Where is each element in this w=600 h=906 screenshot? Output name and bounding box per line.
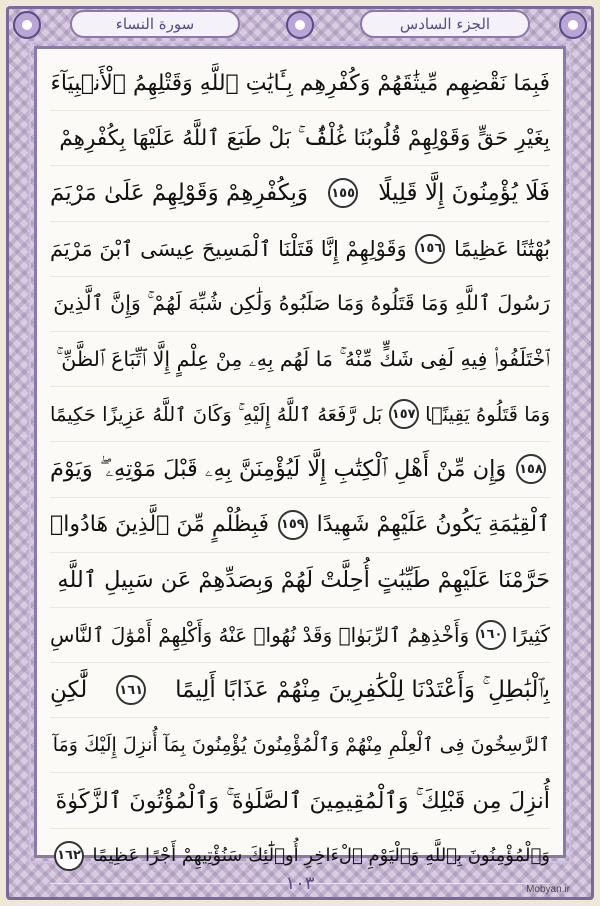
- watermark: Mobyan.ir: [526, 884, 570, 895]
- ayah-number-marker: ١٥٧: [389, 399, 419, 429]
- text-line: فَلَا يُؤْمِنُونَ إِلَّا قَلِيلًا ١٥٥ وَبِكُفْرِهِمْ وَقَوْلِهِمْ عَلَىٰ مَرْيَمَ: [50, 166, 550, 221]
- text-line: حَرَّمْنَا عَلَيْهِمْ طَيِّبَٰتٍ أُحِلَّتْ لَهُمْ وَبِصَدِّهِمْ عَن سَبِيلِ ٱللَّهِ: [50, 553, 550, 608]
- ayah-number-marker: ١٥٨: [516, 454, 546, 484]
- ayah-number-marker: ١٥٥: [328, 178, 358, 208]
- surah-name: سورة النساء: [70, 10, 240, 38]
- juz-name: الجزء السادس: [360, 10, 530, 38]
- page-number: ١٠٣: [285, 873, 315, 894]
- text-line: وَمَا قَتَلُوهُ يَقِينًۢا ١٥٧ بَل رَّفَعَهُ ٱللَّهُ إِلَيْهِ ۚ وَكَانَ ٱللَّهُ عَزِيزًا حَكِيمًا: [50, 387, 550, 442]
- ayah-number-marker: ١٦٠: [476, 620, 506, 650]
- text-line: بُهْتَٰنًا عَظِيمًا ١٥٦ وَقَوْلِهِمْ إِنَّا قَتَلْنَا ٱلْمَسِيحَ عِيسَى ٱبْنَ مَرْيَمَ: [50, 222, 550, 277]
- ayah-number-marker: ١٥٦: [415, 234, 445, 264]
- text-line: رَسُولَ ٱللَّهِ وَمَا قَتَلُوهُ وَمَا صَلَبُوهُ وَلَٰكِن شُبِّهَ لَهُمْ ۚ وَإِنَّ ٱلَّذِينَ: [50, 277, 550, 332]
- text-line: وَٱلْمُؤْمِنُونَ بِٱللَّهِ وَٱلْيَوْمِ ٱلْءَاخِرِ أُو۟لَٰٓئِكَ سَنُؤْتِيهِمْ أَجْرًا عَظِيمًا ١٦٢: [50, 829, 550, 884]
- corner-ornament-icon: [283, 8, 317, 42]
- text-line: كَثِيرًا ١٦٠ وَأَخْذِهِمُ ٱلرِّبَوٰا۟ وَقَدْ نُهُوا۟ عَنْهُ وَأَكْلِهِمْ أَمْوَٰلَ ٱلنَّاسِ: [50, 608, 550, 663]
- ayah-number-marker: ١٥٩: [278, 510, 308, 540]
- text-line: بِغَيْرِ حَقٍّ وَقَوْلِهِمْ قُلُوبُنَا غُلْفٌۢ ۚ بَلْ طَبَعَ ٱللَّهُ عَلَيْهَا بِكُفْرِهِمْ: [50, 111, 550, 166]
- text-line: ١٥٨ وَإِن مِّنْ أَهْلِ ٱلْكِتَٰبِ إِلَّا لَيُؤْمِنَنَّ بِهِۦ قَبْلَ مَوْتِهِۦ ۖ وَيَوْمَ: [50, 442, 550, 497]
- text-line: أُنزِلَ مِن قَبْلِكَ ۚ وَٱلْمُقِيمِينَ ٱلصَّلَوٰةَ ۚ وَٱلْمُؤْتُونَ ٱلزَّكَوٰةَ: [50, 773, 550, 828]
- ayah-number-marker: ١٦٢: [54, 841, 84, 871]
- corner-ornament-icon: [10, 8, 44, 42]
- text-line: فَبِمَا نَقْضِهِم مِّيثَٰقَهُمْ وَكُفْرِهِم بِـَٔايَٰتِ ٱللَّهِ وَقَتْلِهِمُ ٱلْأَنۢبِيَآءَ: [50, 56, 550, 111]
- text-line: ٱلرَّٰسِخُونَ فِى ٱلْعِلْمِ مِنْهُمْ وَٱلْمُؤْمِنُونَ يُؤْمِنُونَ بِمَآ أُنزِلَ إِلَيْكَ وَمَآ: [50, 718, 550, 773]
- text-line: بِٱلْبَٰطِلِ ۚ وَأَعْتَدْنَا لِلْكَٰفِرِينَ مِنْهُمْ عَذَابًا أَلِيمًا ١٦١ لَّٰكِنِ: [50, 663, 550, 718]
- text-line: ٱخْتَلَفُوا۟ فِيهِ لَفِى شَكٍّ مِّنْهُ ۚ مَا لَهُم بِهِۦ مِنْ عِلْمٍ إِلَّا ٱتِّبَاعَ ٱلظَّنِّ ۚ: [50, 332, 550, 387]
- ayah-number-marker: ١٦١: [116, 675, 146, 705]
- corner-ornament-icon: [556, 8, 590, 42]
- verse-text: [50, 56, 550, 867]
- text-line: ٱلْقِيَٰمَةِ يَكُونُ عَلَيْهِمْ شَهِيدًا ١٥٩ فَبِظُلْمٍ مِّنَ ٱلَّذِينَ هَادُوا۟: [50, 498, 550, 553]
